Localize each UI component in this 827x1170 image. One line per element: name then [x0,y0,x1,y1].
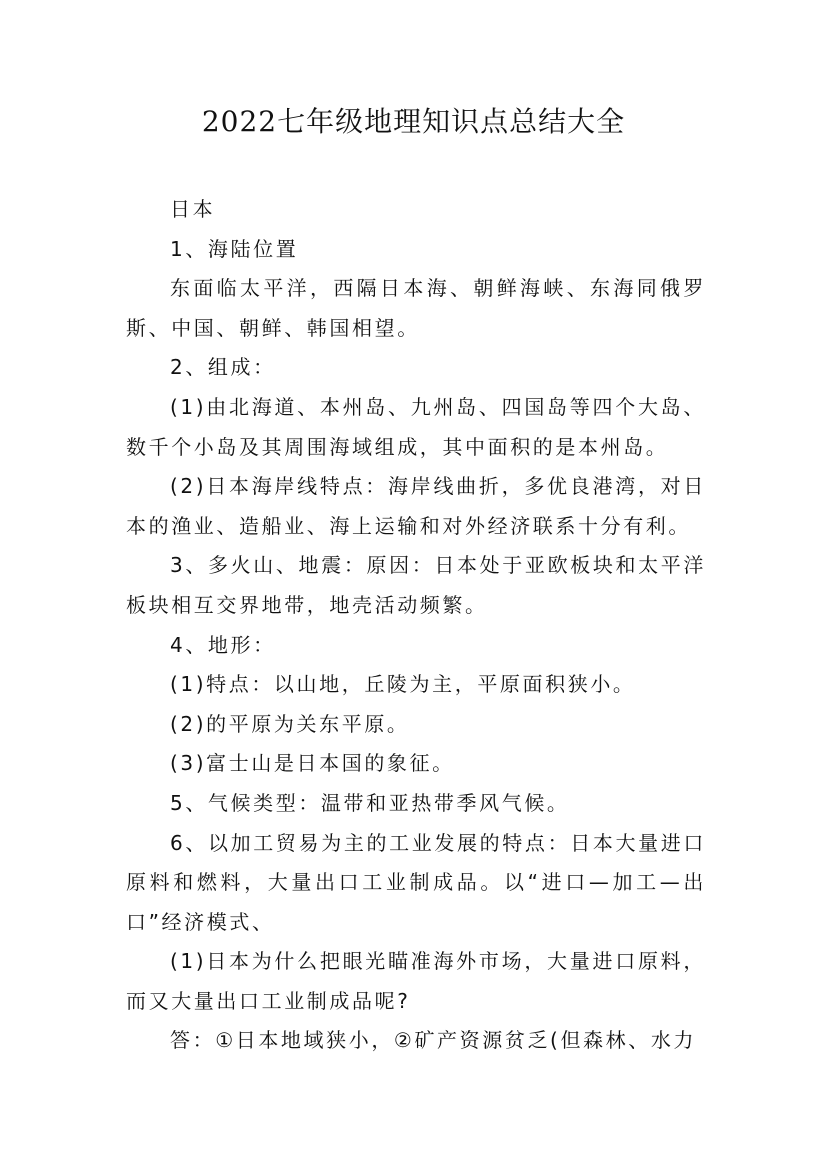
paragraph-islands: (1)由北海道、本州岛、九州岛、四国岛等四个大岛、数千个小岛及其周围海域组成，其中面积的是本州岛。 [126,394,706,459]
document-body [126,190,706,1061]
paragraph-climate: 5、气候类型：温带和亚热带季风气候。 [170,790,570,815]
paragraph-answer: 答：①日本地域狭小，②矿产资源贫乏(但森林、水力 [170,1028,697,1053]
subheading-composition: 2、组成： [170,355,276,380]
paragraph-question: (1)日本为什么把眼光瞄准海外市场，大量进口原料，而又大量出口工业制成品呢? [126,949,706,1013]
subheading-sea-land-position: 1、海陆位置 [170,236,299,261]
subheading-terrain: 4、地形： [170,632,276,657]
paragraph-volcano-earthquake: 3、多火山、地震：原因：日本处于亚欧板块和太平洋板块相互交界地带，地壳活动频繁。 [126,553,706,617]
paragraph-industry: 6、以加工贸易为主的工业发展的特点：日本大量进口原料和燃料，大量出口工业制成品。以“进口—加工—出口”经济模式、 [126,830,706,934]
section-heading-japan: 日本 [170,197,216,221]
paragraph-coastline: (2)日本海岸线特点：海岸线曲折，多优良港湾，对日本的渔业、造船业、海上运输和对外经济联系十分有利。 [126,474,706,538]
paragraph-plain: (2)的平原为关东平原。 [170,711,410,736]
paragraph-mount-fuji: (3)富士山是日本国的象征。 [170,751,455,776]
paragraph-terrain-feature: (1)特点：以山地，丘陵为主，平原面积狭小。 [170,672,636,697]
document-title: 2022七年级地理知识点总结大全 [201,105,626,138]
paragraph-position-detail: 东面临太平洋，西隔日本海、朝鲜海峡、东海同俄罗斯、中国、朝鲜、韩国相望。 [126,276,706,340]
